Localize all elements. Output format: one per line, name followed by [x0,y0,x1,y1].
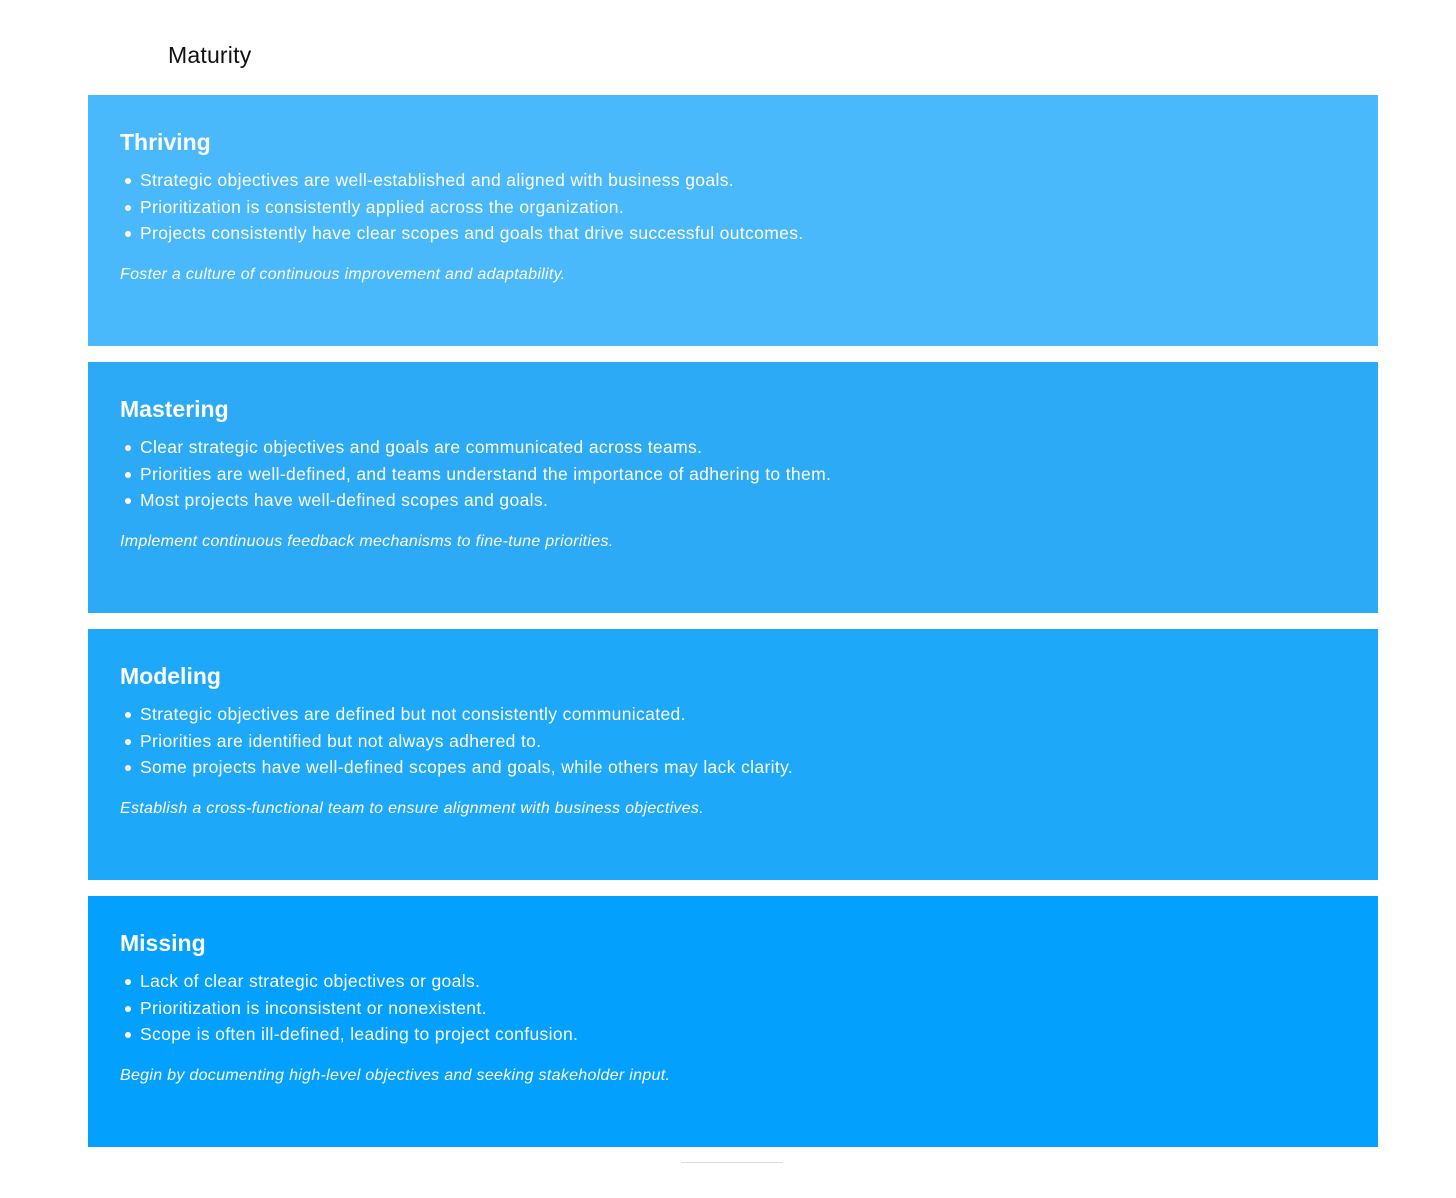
bullet-dot-icon [125,1006,131,1012]
card-recommendation: Foster a culture of continuous improvement and adaptability. [120,266,566,284]
bullet-text: Prioritization is inconsistent or nonexistent. [140,997,487,1018]
card-recommendation: Establish a cross-functional team to ensure alignment with business objectives. [120,800,704,818]
maturity-card-missing [88,896,1378,1147]
maturity-card-thriving [88,95,1378,346]
list-item [120,1021,1346,1048]
list-item [120,728,1346,755]
bullet-dot-icon [125,712,131,718]
list-item [120,968,1346,995]
card-title: Missing [120,930,206,956]
bullet-dot-icon [125,445,131,451]
maturity-card-mastering [88,362,1378,613]
card-recommendation: Begin by documenting high-level objectives and seeking stakeholder input. [120,1067,671,1085]
bullet-text: Projects consistently have clear scopes and goals that drive successful outcomes. [140,223,804,244]
bullet-dot-icon [125,178,131,184]
bullet-text: Prioritization is consistently applied across the organization. [140,196,625,217]
list-item [120,754,1346,781]
list-item [120,701,1346,728]
bullet-text: Lack of clear strategic objectives or goals. [140,971,481,991]
bullet-text: Strategic objectives are well-established and aligned with business goals. [140,170,734,190]
maturity-card-modeling [88,629,1378,880]
bullet-dot-icon [125,1032,131,1038]
bullet-dot-icon [125,979,131,985]
bullet-text: Most projects have well-defined scopes and goals. [140,490,549,511]
card-recommendation: Implement continuous feedback mechanisms to fine-tune priorities. [120,533,614,551]
card-bullet-list [120,701,1346,781]
bullet-text: Strategic objectives are defined but not consistently communicated. [140,704,686,724]
list-item [120,461,1346,488]
card-bullet-list [120,434,1346,514]
bullet-dot-icon [125,231,131,237]
bullet-text: Clear strategic objectives and goals are communicated across teams. [140,437,703,457]
page-title: Maturity [168,42,252,68]
list-item [120,194,1346,221]
card-bullet-list [120,167,1346,247]
bullet-text: Scope is often ill-defined, leading to project confusion. [140,1024,579,1045]
bullet-dot-icon [125,472,131,478]
list-item [120,995,1346,1022]
card-title: Modeling [120,663,221,689]
card-title: Thriving [120,129,211,155]
list-item [120,487,1346,514]
bullet-dot-icon [125,205,131,211]
list-item [120,434,1346,461]
card-bullet-list [120,968,1346,1048]
bullet-text: Priorities are well-defined, and teams understand the importance of adhering to them. [140,463,832,484]
list-item [120,167,1346,194]
bullet-text: Some projects have well-defined scopes and goals, while others may lack clarity. [140,757,794,778]
bullet-dot-icon [125,739,131,745]
bullet-dot-icon [125,498,131,504]
card-title: Mastering [120,396,229,422]
bullet-dot-icon [125,765,131,771]
list-item [120,220,1346,247]
maturity-cards [88,95,1378,1163]
bottom-divider [681,1162,783,1163]
bullet-text: Priorities are identified but not always adhered to. [140,730,542,751]
